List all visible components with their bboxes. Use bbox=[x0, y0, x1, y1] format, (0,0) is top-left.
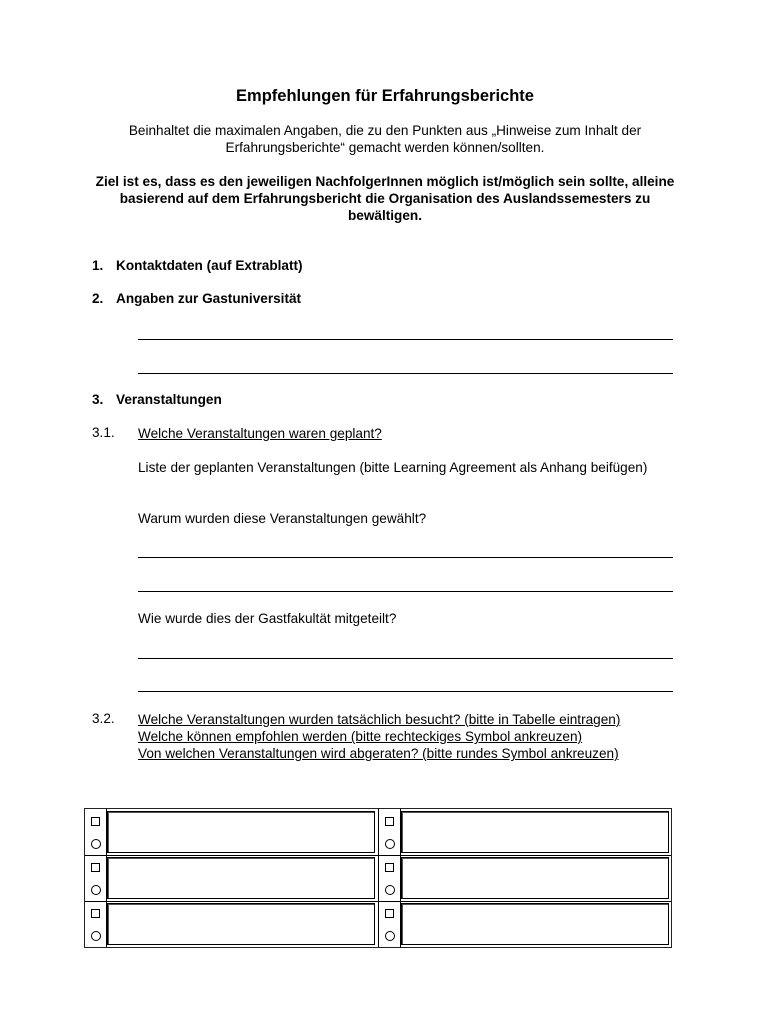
section-label: Veranstaltungen bbox=[116, 392, 222, 407]
answer-line[interactable] bbox=[138, 373, 673, 374]
recommend-checkbox[interactable] bbox=[91, 817, 100, 826]
answer-line[interactable] bbox=[138, 591, 673, 592]
section-label: Angaben zur Gastuniversität bbox=[116, 291, 302, 306]
course-name-field[interactable] bbox=[107, 811, 375, 853]
discourage-radio[interactable] bbox=[385, 931, 395, 941]
course-name-field[interactable] bbox=[107, 857, 375, 899]
discourage-radio[interactable] bbox=[91, 885, 101, 895]
row-divider bbox=[85, 855, 671, 856]
attended-courses-text: Welche Veranstaltungen wurden tatsächlich besucht? (bitte in Tabelle eintragen) bbox=[138, 712, 621, 727]
section-number: 3. bbox=[92, 392, 104, 407]
recommend-text: Welche können empfohlen werden (bitte rechteckiges Symbol ankreuzen) bbox=[138, 729, 583, 744]
answer-line[interactable] bbox=[138, 691, 673, 692]
course-name-field[interactable] bbox=[107, 903, 375, 945]
table-row bbox=[379, 809, 401, 855]
discourage-text: Von welchen Veranstaltungen wird abgeraten? (bitte rundes Symbol ankreuzen) bbox=[138, 746, 619, 761]
answer-line[interactable] bbox=[138, 339, 673, 340]
discourage-radio[interactable] bbox=[385, 885, 395, 895]
discourage-radio[interactable] bbox=[385, 839, 395, 849]
table-row bbox=[379, 855, 401, 901]
section-label: Kontaktdaten (auf Extrablatt) bbox=[116, 258, 303, 273]
how-communicated-text: Wie wurde dies der Gastfakultät mitgeteilt? bbox=[138, 611, 397, 626]
recommend-checkbox[interactable] bbox=[91, 863, 100, 872]
discourage-radio[interactable] bbox=[91, 931, 101, 941]
subsection-3-2-number: 3.2. bbox=[92, 711, 115, 726]
section-2-heading bbox=[92, 291, 301, 306]
table-row bbox=[85, 855, 107, 901]
section-number: 2. bbox=[92, 291, 104, 306]
table-row bbox=[85, 901, 107, 947]
intro-text: Beinhaltet die maximalen Angaben, die zu den Punkten aus „Hinweise zum Inhalt der Erfahrungsberichte“ gemacht werden können/sollten. bbox=[128, 123, 642, 155]
subsection-3-2-text bbox=[138, 711, 678, 762]
answer-line[interactable] bbox=[138, 557, 673, 558]
planned-courses-text: Liste der geplanten Veranstaltungen (bitte Learning Agreement als Anhang beifügen) bbox=[138, 460, 648, 475]
recommend-checkbox[interactable] bbox=[385, 909, 394, 918]
courses-table bbox=[84, 808, 672, 948]
subsection-3-1-title: Welche Veranstaltungen waren geplant? bbox=[138, 426, 382, 441]
row-divider bbox=[85, 901, 671, 902]
page-title: Empfehlungen für Erfahrungsberichte bbox=[236, 87, 534, 105]
recommend-checkbox[interactable] bbox=[91, 909, 100, 918]
section-1-heading bbox=[92, 258, 303, 273]
table-row bbox=[85, 809, 107, 855]
table-row bbox=[379, 901, 401, 947]
course-name-field[interactable] bbox=[401, 903, 669, 945]
why-chosen-text: Warum wurden diese Veranstaltungen gewählt? bbox=[138, 511, 427, 526]
recommend-checkbox[interactable] bbox=[385, 817, 394, 826]
section-3-heading bbox=[92, 392, 222, 407]
course-name-field[interactable] bbox=[401, 811, 669, 853]
subsection-3-1-number: 3.1. bbox=[92, 425, 115, 440]
course-name-field[interactable] bbox=[401, 857, 669, 899]
discourage-radio[interactable] bbox=[91, 839, 101, 849]
section-number: 1. bbox=[92, 258, 104, 273]
recommend-checkbox[interactable] bbox=[385, 863, 394, 872]
goal-text: Ziel ist es, dass es den jeweiligen NachfolgerInnen möglich ist/möglich sein sollte, alleine basierend auf dem Erfahrungsbericht die Organisation des Auslandssemesters zu bewältigen. bbox=[95, 174, 675, 223]
answer-line[interactable] bbox=[138, 658, 673, 659]
